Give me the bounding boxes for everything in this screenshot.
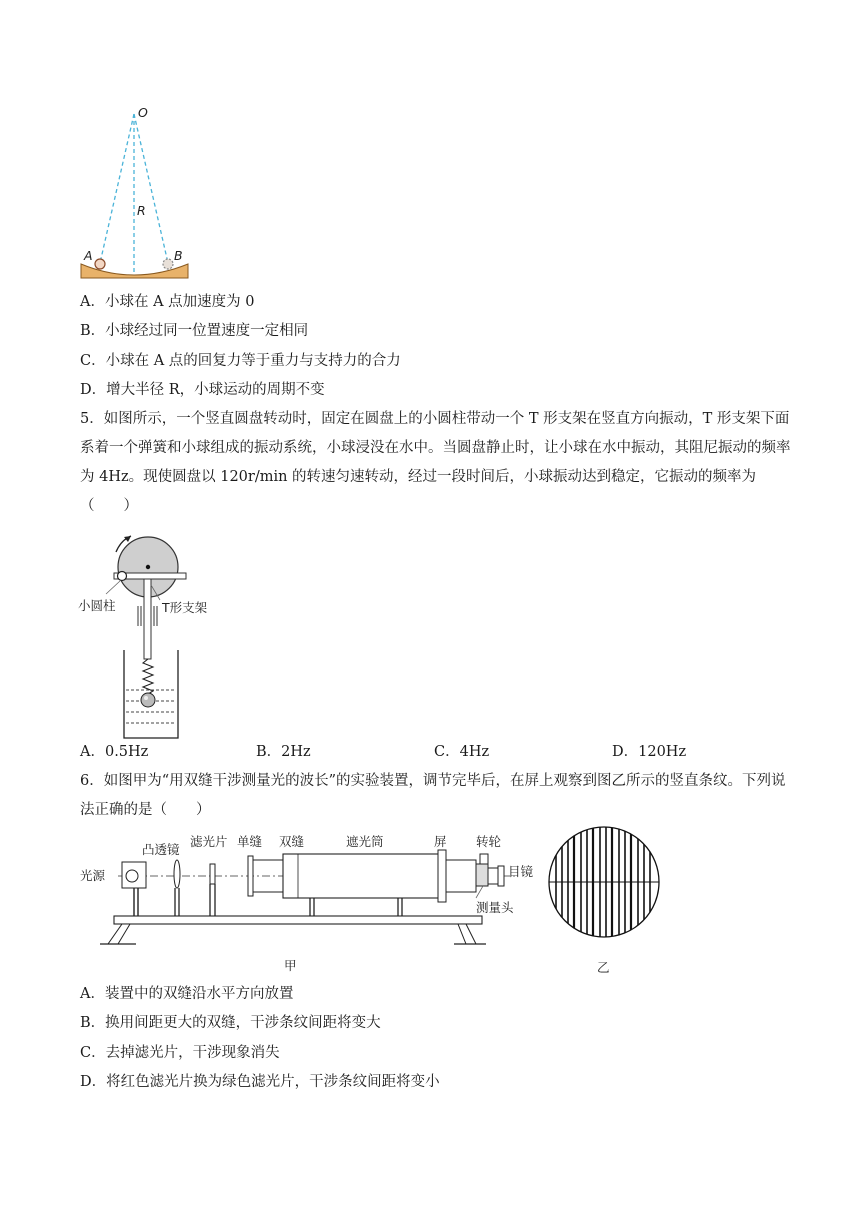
label-measuring-head: 测量头 xyxy=(476,900,514,915)
label-convex-lens: 凸透镜 xyxy=(142,842,180,857)
disk-spring-figure xyxy=(76,530,236,740)
label-hood: 遮光筒 xyxy=(346,834,384,849)
label-light-source: 光源 xyxy=(80,868,106,883)
q5-option-a: A．0.5Hz xyxy=(80,744,149,760)
label-O: O xyxy=(138,105,148,120)
label-double-slit: 双缝 xyxy=(279,834,305,849)
q5-stem: 5．如图所示，一个竖直圆盘转动时，固定在圆盘上的小圆柱带动一个 T 形支架在竖直方向振动，T 形支架下面系着一个弹簧和小球组成的振动系统，小球浸没在水中。当圆盘静止时，让小球在水中振动，其阻尼振动的频率为 4Hz。现使圆盘以 120r/min 的转速匀速转动，经过一段时间后，小球振动达到稳定，它振动的频率为（ ） xyxy=(80,411,791,514)
fringe-pattern-figure xyxy=(540,826,670,976)
label-R: R xyxy=(137,203,146,218)
label-small-cylinder: 小圆柱 xyxy=(78,598,116,613)
pendulum-arc-figure xyxy=(76,100,202,282)
q5-option-c: C．4Hz xyxy=(434,744,490,760)
double-slit-apparatus-figure xyxy=(78,826,540,976)
label-B: B xyxy=(174,248,183,263)
label-t-frame: T形支架 xyxy=(162,600,208,615)
q4-option-c: C．小球在 A 点的回复力等于重力与支持力的合力 xyxy=(80,353,401,369)
q6-stem: 6．如图甲为“用双缝干涉测量光的波长”的实验装置，调节完毕后，在屏上观察到图乙所示的竖直条纹。下列说法正确的是（ ） xyxy=(80,773,786,818)
q4-option-d: D．增大半径 R，小球运动的周期不变 xyxy=(80,382,325,398)
q4-option-a: A．小球在 A 点加速度为 0 xyxy=(80,294,255,310)
caption-yi: 乙 xyxy=(597,960,610,975)
label-filter: 滤光片 xyxy=(190,834,228,849)
q4-option-b: B．小球经过同一位置速度一定相同 xyxy=(80,323,309,339)
q5-option-d: D．120Hz xyxy=(612,744,687,760)
q5-option-b: B．2Hz xyxy=(256,744,311,760)
label-single-slit: 单缝 xyxy=(237,834,263,849)
label-eyepiece: 目镜 xyxy=(508,864,534,879)
q6-option-c: C．去掉滤光片，干涉现象消失 xyxy=(80,1045,280,1061)
caption-jia: 甲 xyxy=(284,958,297,973)
label-A: A xyxy=(84,248,93,263)
q6-option-a: A．装置中的双缝沿水平方向放置 xyxy=(80,986,294,1002)
label-wheel: 转轮 xyxy=(476,834,502,849)
q6-option-d: D．将红色滤光片换为绿色滤光片，干涉条纹间距将变小 xyxy=(80,1074,440,1090)
label-screen: 屏 xyxy=(434,834,447,849)
q6-option-b: B．换用间距更大的双缝，干涉条纹间距将变大 xyxy=(80,1015,381,1031)
